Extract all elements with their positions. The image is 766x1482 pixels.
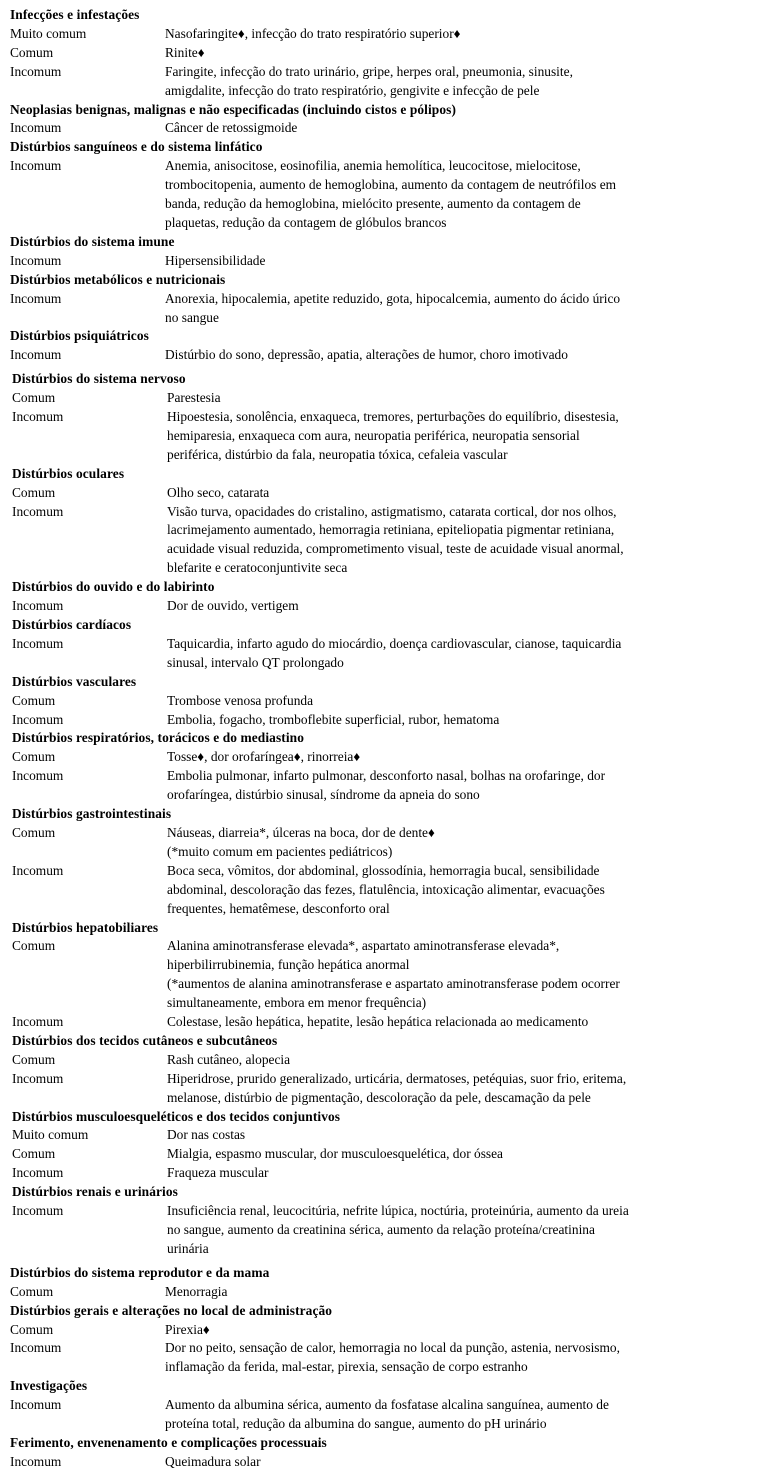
section-title: Distúrbios gastrointestinais	[12, 806, 172, 822]
frequency-label: Incomum	[12, 1203, 64, 1219]
soc-section	[10, 1434, 748, 1472]
document-block	[10, 6, 748, 365]
section-title: Distúrbios musculoesqueléticos e dos tecidos conjuntivos	[12, 1108, 341, 1124]
section-title: Distúrbios oculares	[12, 465, 125, 481]
reaction-list: Dor de ouvido, vertigem	[167, 598, 299, 614]
reaction-list: Dor nas costas	[167, 1127, 246, 1143]
reaction-list: Dor no peito, sensação de calor, hemorragia no local da punção, astenia, nervosismo, inflamação da ferida, mal-estar, pirexia, sensação de corpo estranho	[165, 1340, 620, 1375]
frequency-label: Incomum	[12, 1014, 64, 1030]
section-title: Distúrbios psiquiátricos	[10, 328, 149, 344]
reaction-list: Câncer de retossigmoide	[165, 120, 298, 136]
frequency-label: Incomum	[12, 503, 64, 519]
table-row	[12, 937, 748, 1013]
section-title: Distúrbios sanguíneos e do sistema linfático	[10, 139, 263, 155]
section-title: Ferimento, envenenamento e complicações processuais	[10, 1434, 327, 1450]
soc-section	[12, 919, 748, 1032]
table-row	[10, 63, 748, 101]
reaction-list: Náuseas, diarreia*, úlceras na boca, dor de dente♦ (*muito comum em pacientes pediátricos)	[167, 824, 435, 859]
soc-section	[12, 673, 748, 730]
section-title: Investigações	[10, 1378, 88, 1394]
table-row	[12, 1051, 748, 1070]
frequency-label: Comum	[12, 938, 56, 954]
frequency-label: Incomum	[12, 409, 64, 425]
frequency-label: Comum	[12, 824, 56, 840]
table-row	[12, 711, 748, 730]
reaction-list: Visão turva, opacidades do cristalino, astigmatismo, catarata cortical, dor nos olhos, lacrimejamento aumentado, hemorragia retiniana, epiteliopatia pigmentar retiniana, acuidade visual reduzida, comprometimento visual, teste de acuidade visual anormal, blefarite e ceratoconjuntivite seca	[167, 503, 624, 576]
frequency-label: Incomum	[10, 120, 62, 136]
reaction-list: Parestesia	[167, 390, 221, 406]
soc-section	[10, 1302, 748, 1378]
frequency-label: Incomum	[12, 862, 64, 878]
soc-section	[10, 271, 748, 328]
table-row	[10, 1396, 748, 1434]
frequency-label: Incomum	[10, 347, 62, 363]
frequency-label: Incomum	[12, 635, 64, 651]
soc-section	[10, 327, 748, 365]
table-row	[12, 824, 748, 862]
reaction-list: Anorexia, hipocalemia, apetite reduzido, gota, hipocalcemia, aumento do ácido úrico no sangue	[165, 290, 621, 325]
section-title: Distúrbios respiratórios, torácicos e do mediastino	[12, 730, 304, 746]
reaction-list: Boca seca, vômitos, dor abdominal, glossodínia, hemorragia bucal, sensibilidade abdominal, descoloração das fezes, flatulência, intoxicação alimentar, evacuações frequentes, hematêmese, desconforto oral	[167, 862, 605, 916]
reaction-list: Rinite♦	[165, 44, 205, 60]
soc-section	[12, 1183, 748, 1259]
table-row	[12, 1164, 748, 1183]
soc-section	[12, 616, 748, 673]
section-title: Distúrbios do sistema reprodutor e da mama	[10, 1264, 270, 1280]
frequency-label: Comum	[12, 484, 56, 500]
reaction-list: Queimadura solar	[165, 1453, 261, 1469]
section-title: Distúrbios vasculares	[12, 673, 137, 689]
table-row	[12, 503, 748, 579]
reaction-list: Rash cutâneo, alopecia	[167, 1051, 291, 1067]
section-title: Neoplasias benignas, malignas e não especificadas (incluindo cistos e pólipos)	[10, 101, 457, 117]
table-row	[12, 1070, 748, 1108]
section-title: Distúrbios hepatobiliares	[12, 919, 159, 935]
soc-section	[12, 370, 748, 465]
frequency-label: Muito comum	[10, 25, 87, 41]
reaction-list: Taquicardia, infarto agudo do miocárdio, doença cardiovascular, cianose, taquicardia sinusal, intervalo QT prolongado	[167, 635, 622, 670]
document-block	[10, 1264, 748, 1472]
table-row	[10, 25, 748, 44]
reaction-list: Olho seco, catarata	[167, 484, 270, 500]
section-title: Distúrbios dos tecidos cutâneos e subcutâneos	[12, 1032, 278, 1048]
table-row	[12, 862, 748, 919]
section-title: Distúrbios do sistema imune	[10, 233, 175, 249]
table-row	[12, 484, 748, 503]
reaction-list: Menorragia	[165, 1283, 228, 1299]
reaction-list: Mialgia, espasmo muscular, dor musculoesquelética, dor óssea	[167, 1146, 504, 1162]
soc-section	[12, 1108, 748, 1184]
table-row	[12, 767, 748, 805]
table-row	[12, 1126, 748, 1145]
section-title: Distúrbios do sistema nervoso	[12, 371, 186, 387]
reaction-list: Embolia, fogacho, tromboflebite superficial, rubor, hematoma	[167, 711, 500, 727]
table-row	[10, 119, 748, 138]
table-row	[12, 635, 748, 673]
frequency-label: Comum	[12, 749, 56, 765]
soc-section	[12, 1032, 748, 1108]
reaction-list: Fraqueza muscular	[167, 1165, 269, 1181]
section-title: Distúrbios renais e urinários	[12, 1184, 178, 1200]
section-title: Infecções e infestações	[10, 7, 140, 22]
reaction-list: Insuficiência renal, leucocitúria, nefrite lúpica, noctúria, proteinúria, aumento da ureia no sangue, aumento da creatinina sérica, aumento da relação proteína/creatinina urinária	[167, 1203, 629, 1256]
soc-section	[12, 805, 748, 918]
frequency-label: Comum	[12, 692, 56, 708]
table-row	[12, 692, 748, 711]
reaction-list: Hipersensibilidade	[165, 252, 266, 268]
frequency-label: Incomum	[10, 252, 62, 268]
frequency-label: Muito comum	[12, 1127, 89, 1143]
frequency-label: Incomum	[12, 598, 64, 614]
frequency-label: Incomum	[12, 711, 64, 727]
table-row	[10, 290, 748, 328]
reaction-list: Trombose venosa profunda	[167, 692, 314, 708]
table-row	[10, 252, 748, 271]
reaction-list: Colestase, lesão hepática, hepatite, lesão hepática relacionada ao medicamento	[167, 1014, 589, 1030]
table-row	[12, 748, 748, 767]
section-title: Distúrbios do ouvido e do labirinto	[12, 579, 215, 595]
table-row	[10, 157, 748, 233]
soc-section	[10, 233, 748, 271]
reaction-list: Alanina aminotransferase elevada*, aspartato aminotransferase elevada*, hiperbilirrubinemia, função hepática anormal (*aumentos de alanina aminotransferase e aspartato aminotransferase podem ocorrer simultaneamente, embora em menor frequência)	[167, 938, 620, 1011]
frequency-label: Comum	[12, 1146, 56, 1162]
table-row	[12, 389, 748, 408]
frequency-label: Comum	[12, 390, 56, 406]
table-row	[10, 1453, 748, 1472]
table-row	[12, 597, 748, 616]
frequency-label: Comum	[10, 1321, 54, 1337]
table-row	[10, 44, 748, 63]
soc-section	[12, 465, 748, 578]
soc-section	[10, 1377, 748, 1434]
frequency-label: Comum	[12, 1051, 56, 1067]
table-row	[10, 1283, 748, 1302]
table-row	[10, 1339, 748, 1377]
soc-section	[12, 578, 748, 616]
reaction-list: Hiperidrose, prurido generalizado, urticária, dermatoses, petéquias, suor frio, eritema, melanose, distúrbio de pigmentação, descoloração da pele, descamação da pele	[167, 1070, 627, 1105]
soc-section	[10, 138, 748, 233]
reaction-list: Tosse♦, dor orofaríngea♦, rinorreia♦	[167, 749, 361, 765]
section-title: Distúrbios cardíacos	[12, 617, 132, 632]
reaction-list: Faringite, infecção do trato urinário, gripe, herpes oral, pneumonia, sinusite, amigdalite, infecção do trato respiratório, gengivite e infecção de pele	[165, 63, 573, 98]
frequency-label: Comum	[10, 1283, 54, 1299]
frequency-label: Incomum	[10, 1340, 62, 1356]
frequency-label: Incomum	[10, 158, 62, 174]
reaction-list: Nasofaringite♦, infecção do trato respiratório superior♦	[165, 25, 461, 41]
document-block	[10, 370, 748, 1259]
reaction-list: Distúrbio do sono, depressão, apatia, alterações de humor, choro imotivado	[165, 347, 568, 363]
frequency-label: Incomum	[10, 63, 62, 79]
table-row	[10, 1321, 748, 1340]
section-title: Distúrbios metabólicos e nutricionais	[10, 271, 226, 287]
frequency-label: Incomum	[12, 768, 64, 784]
soc-section	[12, 729, 748, 805]
reaction-list: Hipoestesia, sonolência, enxaqueca, tremores, perturbações do equilíbrio, disestesia, hemiparesia, enxaqueca com aura, neuropatia periférica, neuropatia sensorial periférica, distúrbio da fala, neuropatia tóxica, cefaleia vascular	[167, 409, 619, 462]
soc-section	[10, 6, 748, 101]
soc-section	[10, 1264, 748, 1302]
frequency-label: Incomum	[10, 1453, 62, 1469]
table-row	[12, 1145, 748, 1164]
reaction-list: Anemia, anisocitose, eosinofilia, anemia hemolítica, leucocitose, mielocitose, trombocitopenia, aumento de hemoglobina, aumento da contagem de neutrófilos em banda, redução da hemoglobina, mielócito presente, aumento da contagem de plaquetas, redução da contagem de glóbulos brancos	[165, 158, 617, 230]
frequency-label: Incomum	[12, 1165, 64, 1181]
frequency-label: Incomum	[12, 1070, 64, 1086]
table-row	[12, 1013, 748, 1032]
table-row	[10, 346, 748, 365]
frequency-label: Comum	[10, 44, 54, 60]
reaction-list: Embolia pulmonar, infarto pulmonar, desconforto nasal, bolhas na orofaringe, dor orofaríngea, distúrbio sinusal, síndrome da apneia do sono	[167, 768, 606, 803]
section-title: Distúrbios gerais e alterações no local de administração	[10, 1302, 333, 1318]
frequency-label: Incomum	[10, 1397, 62, 1413]
reaction-list: Pirexia♦	[165, 1321, 210, 1337]
frequency-label: Incomum	[10, 290, 62, 306]
table-row	[12, 408, 748, 465]
table-row	[12, 1202, 748, 1259]
reaction-list: Aumento da albumina sérica, aumento da fosfatase alcalina sanguínea, aumento de proteína total, redução da albumina do sangue, aumento do pH urinário	[165, 1397, 609, 1432]
soc-section	[10, 101, 748, 139]
